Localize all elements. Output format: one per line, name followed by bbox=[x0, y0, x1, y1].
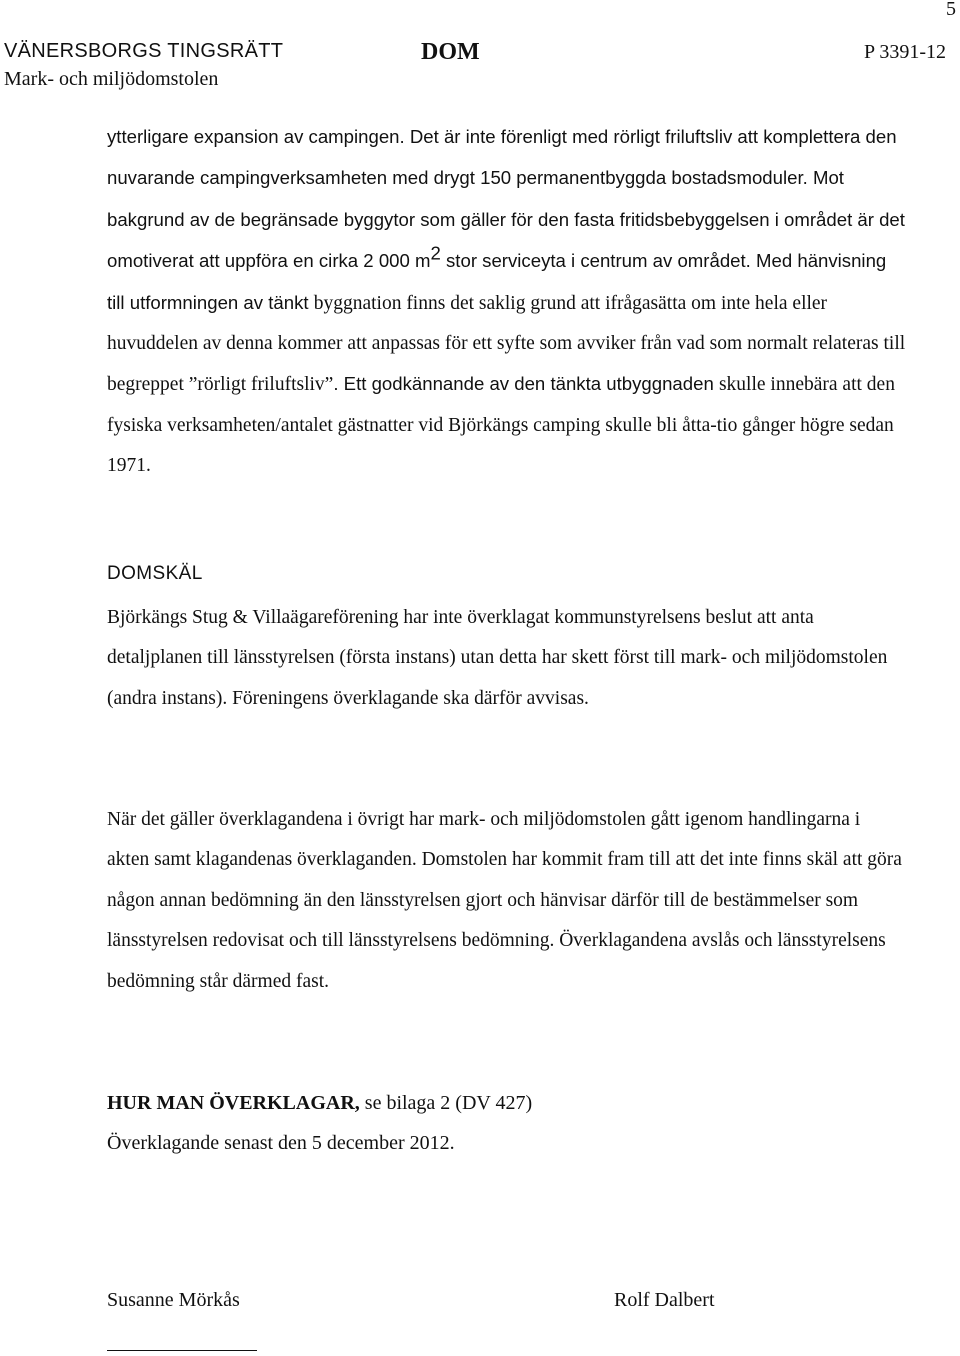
appeal-deadline: Överklagande senast den 5 december 2012. bbox=[107, 1132, 455, 1154]
case-number: P 3391-12 bbox=[863, 41, 946, 63]
paragraph-domskal-2: När det gäller överklagandena i övrigt har mark- och miljödomstolen gått igenom handlingarna i akten samt klagandenas överklaganden. Domstolen har kommit fram till att det inte finns skäl att göra någon annan bedömning än den länsstyrelsen gjort och hänvisar därför till de bestämmelser som länsstyrelsen redovisat och till länsstyrelsens bedömning. Överklagandena avslås och länsstyrelsens bedömning står därmed fast. bbox=[107, 809, 902, 992]
appeal-info bbox=[107, 1083, 532, 1163]
court-name: VÄNERSBORGS TINGSRÄTT bbox=[4, 40, 284, 62]
document-header bbox=[4, 40, 946, 100]
page-number: 5 bbox=[946, 0, 956, 20]
appeal-heading-line bbox=[107, 1083, 532, 1123]
paragraph-quote-part-e: skulle innebära att den fysiska verksamheten/antalet gästnatter vid Björkängs camping skulle bli åtta-tio gånger högre sedan 1971. bbox=[107, 374, 895, 477]
court-division: Mark- och miljödomstolen bbox=[4, 68, 219, 90]
signature-judge-1: Susanne Mörkås bbox=[107, 1289, 240, 1311]
superscript: 2 bbox=[430, 242, 441, 264]
signature-divider bbox=[107, 1350, 257, 1351]
paragraph-quote-part-b: stor serviceyta i centrum av området. Med hänvisning till utformningen av tänkt bbox=[107, 250, 887, 313]
paragraph-quote bbox=[107, 117, 907, 487]
section-heading-domskal: DOMSKÄL bbox=[107, 563, 203, 584]
paragraph-domskal-1: Björkängs Stug & Villaägareförening har inte överklagat kommunstyrelsens beslut att anta detaljplanen till länsstyrelsen (första instans) utan detta har skett först till mark- och miljödomstolen (andra instans). Föreningens överklagande ska därför avvisas. bbox=[107, 607, 888, 709]
paragraph-quote-part-c: byggnation finns det saklig grund att ifrågasätta om inte hela eller huvuddelen av denna kommer att anpassas för ett syfte som avviker från vad som normalt relateras till begreppet ”rörligt friluftsliv” bbox=[107, 292, 906, 396]
signature-judge-2: Rolf Dalbert bbox=[614, 1289, 715, 1311]
document-type: DOM bbox=[421, 39, 480, 65]
paragraph-quote-part-a: ytterligare expansion av campingen. Det är inte förenligt med rörligt friluftsliv att komplettera den nuvarande campingverksamheten med drygt 150 permanentbyggda bostadsmoduler. Mot bakgrund av de begränsade byggytor som gäller för den fasta fritidsbebyggelsen i området är det omotiverat att uppföra en cirka 2 000 m bbox=[107, 126, 905, 272]
paragraph-quote-part-d: . Ett godkännande av den tänkta utbyggnaden bbox=[333, 373, 719, 395]
appeal-reference: se bilaga 2 (DV 427) bbox=[359, 1092, 533, 1114]
appeal-heading: HUR MAN ÖVERKLAGAR, bbox=[107, 1092, 360, 1114]
